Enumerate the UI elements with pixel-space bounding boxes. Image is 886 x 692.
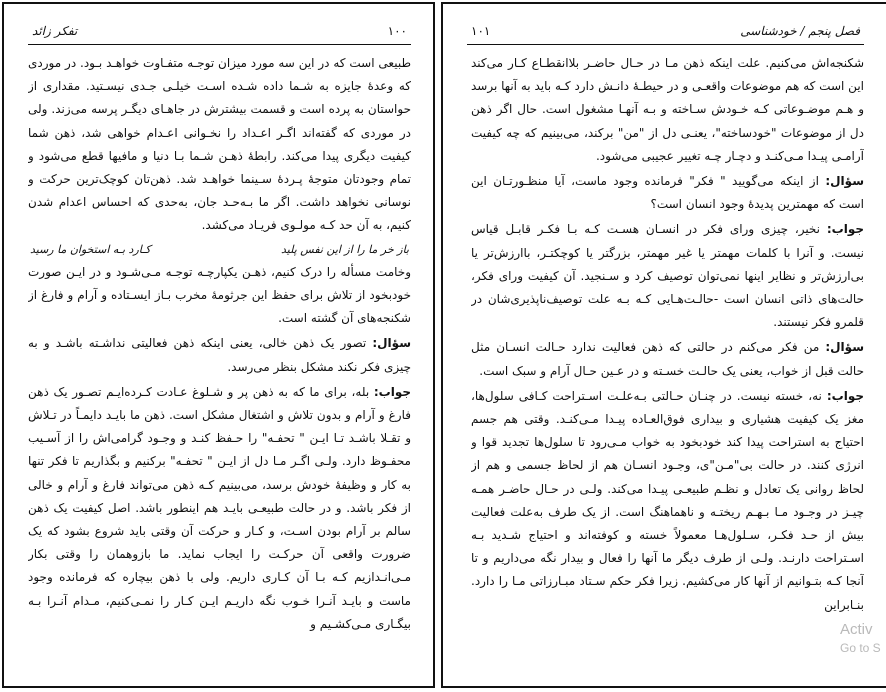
paragraph-text: طبیعی است که در این سه مورد میزان توجـه متفـاوت خواهـد بـود. در موردی که وعدهٔ جایزه به شـما داده شـده اسـت خیلـی جـدی نیسـتید. مقداری از حواستان به پرده است و قسمت بیشترش در جاهـای دیگـر پرسه می‌زند. ولی در موردی که گفته‌اند اگـر اعـداد را نخـوانی اعـدام خواهی شد، ذهن شما کیفیت دیگری پیدا می‌کند. رابطهٔ ذهـن شـما بـا دنیا و مافیها قطع می‌شود و تمام وجودتان متوجهٔ پـردهٔ سـینما خواهـد شد. ذهن‌تان کوچک‌ترین حرکت و نوسانی نخواهد داشت. اگر ما بـه‌حـد جان، به‌حدی که احساس اعدام شدن کنیم، به آن حد کـه مولـوی فریـاد می‌کشد. [28,56,411,233]
watermark-line-1: Activ [840,621,873,638]
answer-label: جواب: [373,384,411,399]
running-title: فصل پنجم / خودشناسی [740,24,860,38]
question-label: سؤال: [825,340,864,355]
right-page-header [467,18,864,45]
right-page [441,2,886,688]
question-label: سؤال: [825,174,864,189]
left-page-header [28,18,411,45]
paragraph-text: وخامت مسأله را درک کنیم، ذهـن یکپارچـه توجـه مـی‌شـود و در ایـن صورت خودبخود از تلاش برای حفظ این جرثومهٔ مخرب بـاز ایسـتاده و آرام و فارغ از شکنجه‌های آن گشته است. [28,264,411,326]
answer-label: جواب: [826,388,864,403]
paragraph-text: من فکر می‌کنم در حالتی که ذهن فعالیت ندارد حـالت انسـان مثل حالت قبل از خواب، یعنی یک حالـت خسـته و در عـین حـال آرام و سبک است. [471,340,864,378]
answer-paragraph [471,218,864,334]
right-page-body [471,52,864,678]
question-paragraph [471,170,864,216]
question-paragraph [28,332,411,378]
verse-first-hemistich: باز خر ما را از این نفس پلید [281,242,409,256]
paragraph-text: بله، برای ما که به ذهن پر و شـلوغ عـادت کـرده‌ایـم تصـور یک ذهن فارغ و آرام و بدون تلاش و اشتغال مشکل است. ذهن ما بایـد دایمـاً در تـلاش و تقـلا باشـد تـا ایـن " تحفـه" را حـفظ کنـد و وجـود گرامی‌اش را از آسـیب محفـوظ دارد. ولـی اگـر مـا دل از ایـن " تحفـه" برکنیم و بگذاریم تا فکر تنها به کار و وظیفهٔ خودش برسد، می‌بینیم کـه ذهن می‌تواند فارغ و آرام و خالی از فکر باشد. و در حالت طبیعـی بایـد هم اینطور باشد. اصل کیفیت یک ذهن سالم بر آرام بودن اسـت، و کـار و حرکت آن وقتی باید شروع بشود که یک ضرورت واقعی آن حرکـت را ایجاب نماید. ما بازوهمان را وقتی بکار مـی‌انـدازیم کـه بـا آن کـاری داریم. ولی با ذهن بیچاره که فرمانده وجود ماست و بایـد آنـرا خـوب نگه داریـم ایـن کـار را نمـی‌کنیم، مـدام آنـرا بـه بیگـاری مـی‌کشـیم و [28,384,411,631]
paragraph [28,261,411,331]
paragraph-text: نه، خسته نیست. در چنـان حـالتی بـه‌علـت اسـتراحت کـافی سلول‌ها، مغز یک کیفیت هشیاری و بیداری فوق‌العـاده پیـدا مـی‌کنـد. وقتی هم جسم احتیاج به استراحت پیدا کند خودبخود به خواب مـی‌رود تا سلول‌ها تجدید قوا و انرژی کنند. در حالت بی‌"مـن"ی، وجـود انسـان هم از لحاظ جسمی و هم از لحاظ روانی یک تعادل و نظـم طبیعـی پیـدا می‌کند. ولـی در حـال حاضـر همـه چیـز در وجـود مـا بـهـم ریختـه و ناهماهنگ است. از یک طرف به‌علت فعالیت بیش از حـد فکـر، سـلول‌هـا معمولاً خسته و کوفته‌اند و احتیاج شـدید بـه اسـتراحت دارنـد. ولـی از طرف دیگر ما آنها را فعال و بیدار نگه می‌داریم و تا آنجا کـه بتـوانیم از آنها کار می‌کشیم. زیرا فکر حکم سـتاد مبـارزاتی مـا را دارد. بنـابراین [471,388,864,612]
question-paragraph [471,336,864,382]
page-number: ۱۰۰ [387,24,407,38]
paragraph-text: از اینکه می‌گویید " فکر" فرمانده وجود ماست، آیا منظـورتـان این است که مهمترین پدیدهٔ وجود انسان است؟ [471,174,864,212]
page-number: ۱۰۱ [471,24,491,38]
paragraph-text: شکنجه‌اش می‌کنیم. علت اینکه ذهن مـا در حـال حاضـر بلاانقطـاع کـار می‌کند این است که هم موضوعات واقعـی و در حیطـهٔ دانـش دارد کـه باید به آنها برسد و هـم موضـوعاتی کـه خـودش سـاخته و بـه آنهـا مشغول است. حال اگر ذهن دل از موضوعات "خودساخته"، یعنـی دل از "من" برکند، می‌بینیم که چه کیفیت آرامـی پیـدا مـی‌کنـد و دچـار چـه تغییر عجیبی می‌شود. [471,56,864,163]
verse-second-hemistich: کـارد بـه استخوان ما رسید [30,242,151,256]
running-title: تفکر زائد [32,24,78,38]
activation-watermark [840,620,881,658]
answer-label: جواب: [826,222,864,237]
paragraph-text: نخیر، چیزی ورای فکر در انسـان هسـت کـه بـا فکـر قابـل قیاس نیست. و آنرا با کلمات مهمتر یا غیر مهمتر، بزرگتر یا کوچکتـر، باارزش‌تر یا بی‌ارزش‌تر و نظایر اینها نمی‌توان توصیف کرد و سـنجید. آن کیفیت ورای فکر، حالت‌های ذاتی انسان است -حالـت‌هـایی کـه بـه علت توصیف‌ناپذیری‌شان در قلمرو فکر نیستند. [471,222,864,330]
answer-paragraph [28,381,411,636]
answer-paragraph [471,385,864,617]
watermark-line-2: Go to S [840,641,881,655]
left-page-body [28,52,411,678]
paragraph [28,52,411,238]
question-label: سؤال: [372,336,411,351]
poem-verse [28,238,411,261]
left-page [2,2,435,688]
paragraph-text: تصور یک ذهن خالی، یعنی اینکه ذهن فعالیتی نداشـته باشـد و به چیزی فکر نکند مشکل بنظر می‌رسد. [28,336,411,374]
paragraph [471,52,864,168]
